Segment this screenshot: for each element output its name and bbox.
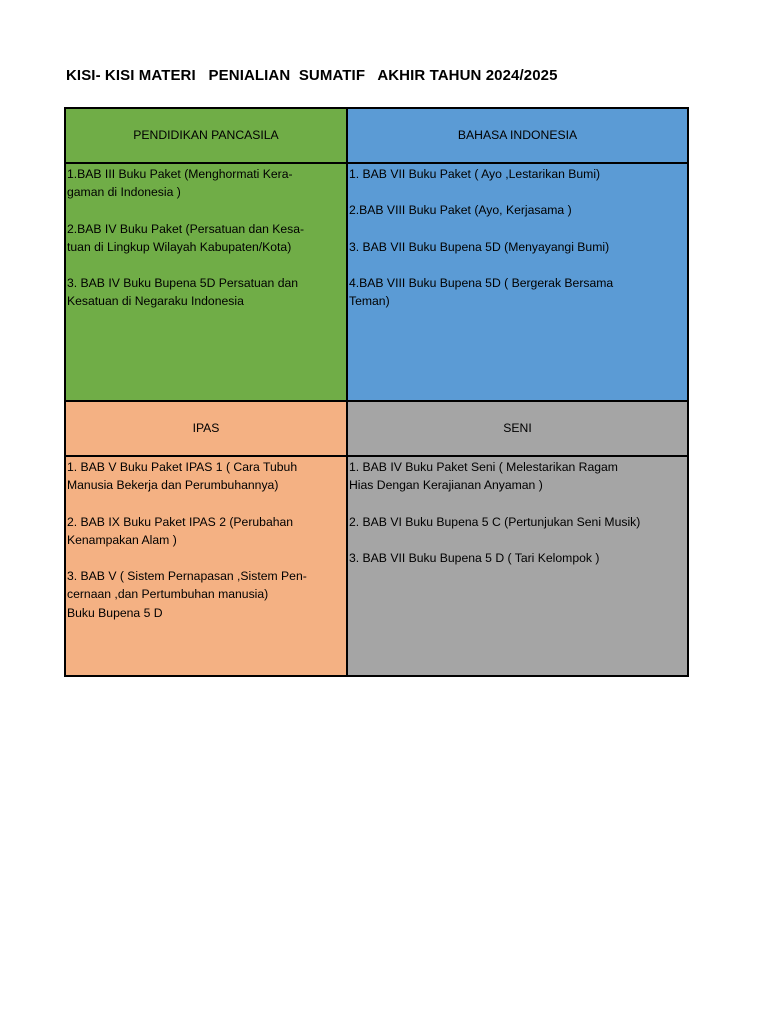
ipas-item-2: 2. BAB IX Buku Paket IPAS 2 (Perubahan Kenampakan Alam ) (67, 514, 294, 547)
bahasa-header: BAHASA INDONESIA (457, 128, 578, 143)
page-title: KISI- KISI MATERI PENIALIAN SUMATIF AKHIR TAHUN 2024/2025 (66, 67, 558, 84)
ipas-item-1: 1. BAB V Buku Paket IPAS 1 ( Cara Tubuh Manusia Bekerja dan Perumbuhannya) (67, 460, 298, 493)
pancasila-item-2: 2.BAB IV Buku Paket (Persatuan dan Kesa- tuan di Lingkup Wilayah Kabupaten/Kota) (67, 221, 305, 254)
pancasila-header: PENDIDIKAN PANCASILA (133, 128, 279, 143)
pancasila-item-3: 3. BAB IV Buku Bupena 5D Persatuan dan Kesatuan di Negaraku Indonesia (67, 276, 299, 309)
pancasila-header-cell (66, 109, 348, 164)
subject-grid (64, 107, 689, 677)
bahasa-content (348, 164, 687, 402)
bahasa-item-3: 3. BAB VII Buku Bupena 5D (Menyayangi Bumi) (349, 239, 610, 254)
seni-item-2: 2. BAB VI Buku Bupena 5 C (Pertunjukan Seni Musik) (349, 514, 641, 529)
ipas-header: IPAS (192, 421, 220, 436)
seni-header-cell (348, 402, 687, 457)
ipas-header-cell (66, 402, 348, 457)
seni-header: SENI (503, 421, 532, 436)
ipas-content (66, 457, 348, 675)
pancasila-item-1: 1.BAB III Buku Paket (Menghormati Kera- gaman di Indonesia ) (67, 167, 293, 200)
bahasa-item-4: 4.BAB VIII Buku Bupena 5D ( Bergerak Bersama Teman) (349, 276, 614, 309)
ipas-item-3: 3. BAB V ( Sistem Pernapasan ,Sistem Pen- cernaan ,dan Pertumbuhan manusia) Buku Bupena 5 D (67, 569, 307, 620)
seni-item-3: 3. BAB VII Buku Bupena 5 D ( Tari Kelompok ) (349, 550, 600, 565)
bahasa-header-cell (348, 109, 687, 164)
seni-item-1: 1. BAB IV Buku Paket Seni ( Melestarikan Ragam Hias Dengan Kerajianan Anyaman ) (349, 460, 618, 493)
pancasila-content (66, 164, 348, 402)
bahasa-item-1: 1. BAB VII Buku Paket ( Ayo ,Lestarikan Bumi) (349, 167, 601, 181)
seni-content (348, 457, 687, 675)
bahasa-item-2: 2.BAB VIII Buku Paket (Ayo, Kerjasama ) (349, 203, 572, 218)
